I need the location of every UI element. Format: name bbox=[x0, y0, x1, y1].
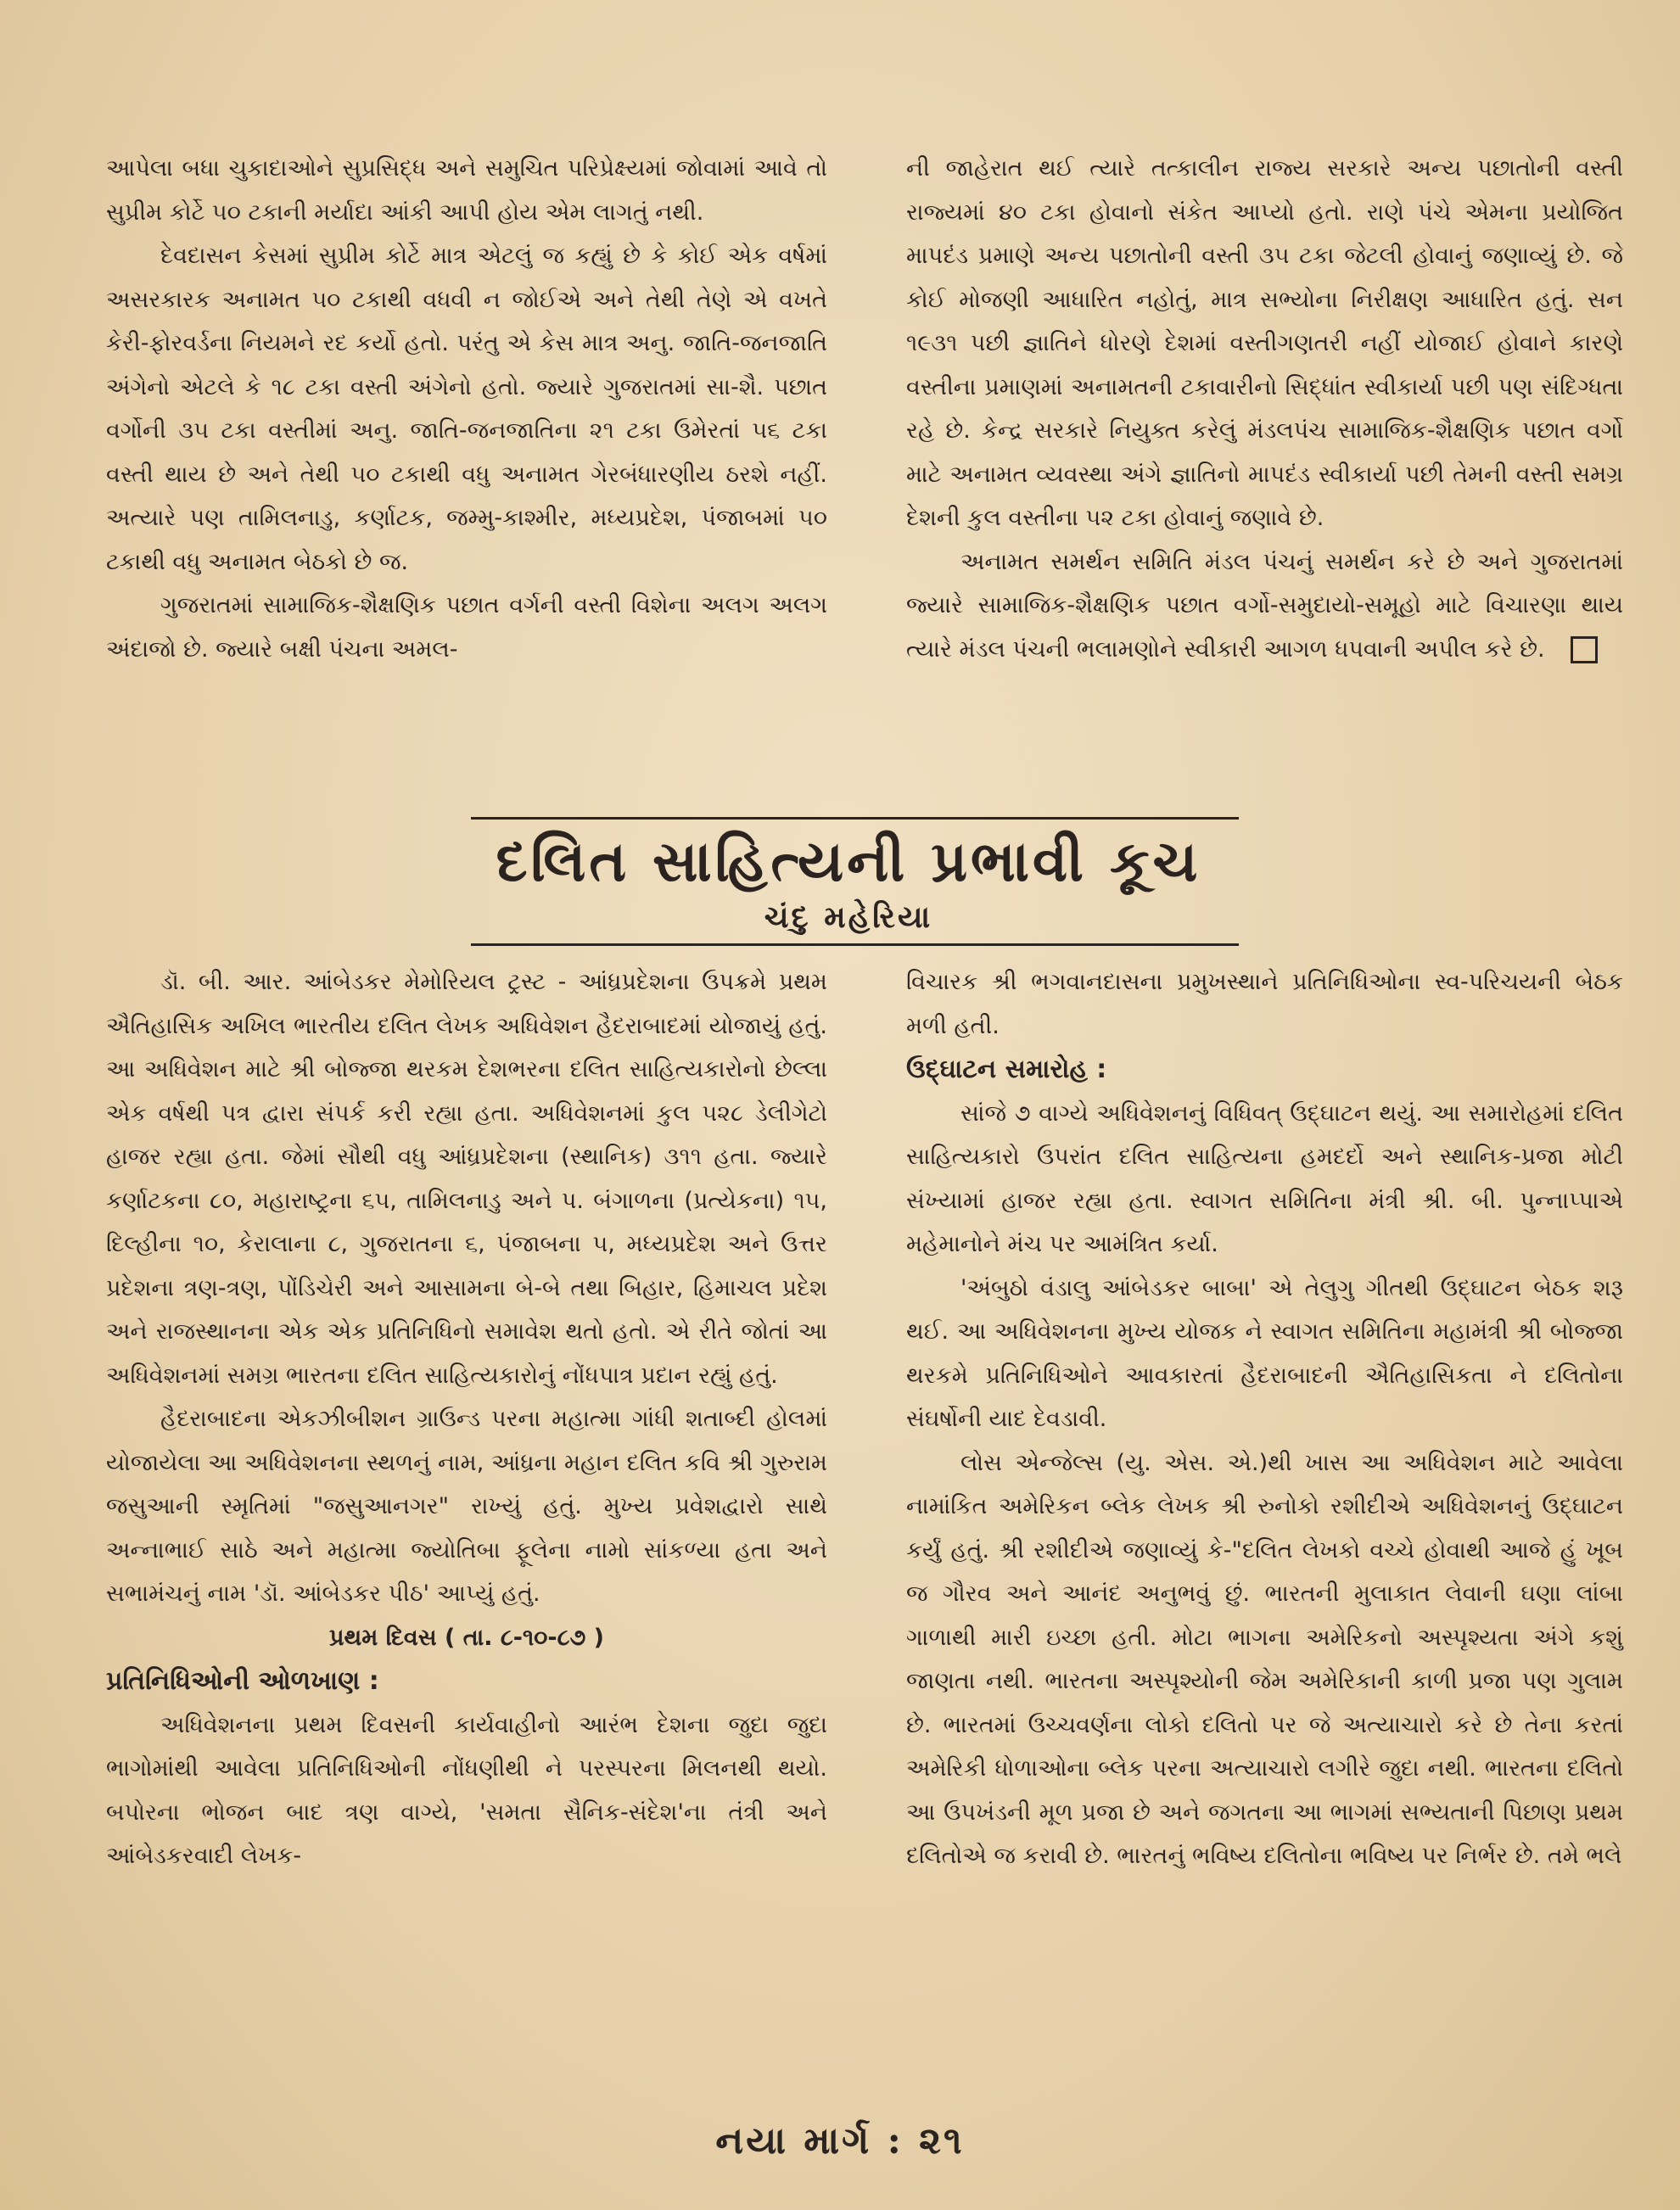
paragraph: લોસ એન્જેલ્સ (યુ. એસ. એ.)થી ખાસ આ અધિવેશન માટે આવેલા નામાંકિત અમેરિકન બ્લેક લેખક શ્રી રુનોકો રશીદીએ અધિવેશનનું ઉદ્ઘાટન કર્યું હતું. શ્રી રશીદીએ જણાવ્યું કે-"દલિત લેખકો વચ્ચે હોવાથી આજે હું ખૂબ જ ગૌરવ અને આનંદ અનુભવું છું. ભારતની મુલાકાત લેવાની ઘણા લાંબા ગાળાથી મારી ઇચ્છા હતી. મોટા ભાગના અમેરિકનો અસ્પૃશ્યતા અંગે કશું જાણતા નથી. ભારતના અસ્પૃશ્યોની જેમ અમેરિકાની કાળી પ્રજા પણ ગુલામ છે. ભારતમાં ઉચ્ચવર્ણના લોકો દલિતો પર જે અત્યાચારો કરે છે તેના કરતાં અમેરિકી ધોળાઓના બ્લેક પરના અત્યાચારો લગીરે જુદા નથી. ભારતના દલિતો આ ઉપખંડની મૂળ પ્રજા છે અને જગતના આ ભાગમાં સભ્યતાની પિછાણ પ્રથમ દલિતોએ જ કરાવી છે. ભારતનું ભવિષ્ય દલિતોના ભવિષ્ય પર નિર્ભર છે. તમે ભલે bbox=[906, 1449, 1623, 1869]
paragraph: દેવદાસન કેસમાં સુપ્રીમ કોર્ટે માત્ર એટલું જ કહ્યું છે કે કોઈ એક વર્ષમાં અસરકારક અનામત ૫૦ ટકાથી વધવી ન જોઈએ અને તેથી તેણે એ વખતે કેરી-ફોરવર્ડના નિયમને રદ કર્યો હતો. પરંતુ એ કેસ માત્ર અનુ. જાતિ-જનજાતિ અંગેનો એટલે કે ૧૮ ટકા વસ્તી અંગેનો હતો. જ્યારે ગુજરાતમાં સા-શૈ. પછાત વર્ગોની ૩૫ ટકા વસ્તીમાં અનુ. જાતિ-જનજાતિના ૨૧ ટકા ઉમેરતાં ૫૬ ટકા વસ્તી થાય છે અને તેથી ૫૦ ટકાથી વધુ અનામત ગેરબંધારણીય ઠરશે નહીં. અત્યારે પણ તામિલનાડુ, કર્ણાટક, જમ્મુ-કાશ્મીર, મધ્યપ્રદેશ, પંજાબમાં ૫૦ ટકાથી વધુ અનામત બેઠકો છે જ. bbox=[106, 243, 827, 575]
paragraph: ની જાહેરાત થઈ ત્યારે તત્કાલીન રાજ્ય સરકારે અન્ય પછાતોની વસ્તી રાજ્યમાં ૪૦ ટકા હોવાનો સંકેત આપ્યો હતો. રાણે પંચે એમના પ્રયોજિત માપદંડ પ્રમાણે અન્ય પછાતોની વસ્તી ૩૫ ટકા જેટલી હોવાનું જણાવ્યું છે. જે કોઈ મોજણી આધારિત નહોતું, માત્ર સભ્યોના નિરીક્ષણ આધારિત હતું. સન ૧૯૩૧ પછી જ્ઞાતિને ધોરણે દેશમાં વસ્તીગણતરી નહીં યોજાઈ હોવાને કારણે વસ્તીના પ્રમાણમાં અનામતની ટકાવારીનો સિદ્ધાંત સ્વીકાર્યા પછી પણ સંદિગ્ધતા રહે છે. કેન્દ્ર સરકારે નિયુક્ત કરેલું મંડલપંચ સામાજિક-શૈક્ષણિક પછાત વર્ગો માટે અનામત વ્યવસ્થા અંગે જ્ઞાતિનો માપદંડ સ્વીકાર્યા પછી તેમની વસ્તી સમગ્ર દેશની કુલ વસ્તીના ૫૨ ટકા હોવાનું જણાવે છે. bbox=[906, 155, 1623, 531]
paragraph: સાંજે ૭ વાગ્યે અધિવેશનનું વિધિવત્ ઉદ્ઘાટન થયું. આ સમારોહમાં દલિત સાહિત્યકારો ઉપરાંત દલિત સાહિત્યના હમદર્દો અને સ્થાનિક-પ્રજા મોટી સંખ્યામાં હાજર રહ્યા હતા. સ્વાગત સમિતિના મંત્રી શ્રી. બી. પુન્નાપ્પાએ મહેમાનોને મંચ પર આમંત્રિત કર્યા. bbox=[906, 1099, 1623, 1257]
top-left-column bbox=[106, 147, 827, 671]
paragraph: હૈદરાબાદના એકઝીબીશન ગ્રાઉન્ડ પરના મહાત્મા ગાંધી શતાબ્દી હોલમાં યોજાયેલા આ અધિવેશનના સ્થળનું નામ, આંધ્રના મહાન દલિત કવિ શ્રી ગુરુરામ જસુઆની સ્મૃતિમાં "જસુઆનગર" રાખ્યું હતું. મુખ્ય પ્રવેશદ્વારો સાથે અન્નાભાઈ સાઠે અને મહાત્મા જ્યોતિબા ફૂલેના નામો સાંકળ્યા હતા અને સભામંચનું નામ 'ડૉ. આંબેડકર પીઠ' આપ્યું હતું. bbox=[106, 1406, 827, 1607]
article-heading: દલિત સાહિત્યની પ્રભાવી કૂચ bbox=[496, 828, 1201, 894]
paragraph: આપેલા બધા ચુકાદાઓને સુપ્રસિદ્ધ અને સમુચિત પરિપ્રેક્ષ્યમાં જોવામાં આવે તો સુપ્રીમ કોર્ટે ૫૦ ટકાની મર્યાદા આંકી આપી હોય એમ લાગતું નથી. bbox=[106, 155, 827, 226]
bottom-left-column bbox=[106, 960, 827, 1878]
paragraph: 'અંબુઠો વંડાલુ આંબેડકર બાબા' એ તેલુગુ ગીતથી ઉદ્ઘાટન બેઠક શરૂ થઈ. આ અધિવેશનના મુખ્ય યોજક ને સ્વાગત સમિતિના મહામંત્રી શ્રી બોજ્જા થરકમે પ્રતિનિધિઓને આવકારતાં હૈદરાબાદની ઐતિહાસિકતા ને દલિતોના સંઘર્ષોની યાદ દેવડાવી. bbox=[906, 1274, 1623, 1432]
heading-top-rule bbox=[471, 817, 1239, 820]
end-of-article-square-icon bbox=[1571, 636, 1598, 663]
bottom-right-column bbox=[906, 960, 1623, 1878]
top-right-column bbox=[906, 147, 1623, 671]
section-subheading: ઉદ્ઘાટન સમારોહ : bbox=[906, 1055, 1107, 1084]
paragraph-with-end-mark bbox=[906, 540, 1623, 672]
heading-bottom-rule bbox=[471, 943, 1239, 946]
paragraph: વિચારક શ્રી ભગવાનદાસના પ્રમુખસ્થાને પ્રતિનિધિઓના સ્વ-પરિચયની બેઠક મળી હતી. bbox=[906, 969, 1623, 1039]
author-byline: ચંદુ મહેરિયા bbox=[764, 900, 933, 935]
paragraph: ડૉ. બી. આર. આંબેડકર મેમોરિયલ ટ્રસ્ટ - આંધ્રપ્રદેશના ઉપક્રમે પ્રથમ ઐતિહાસિક અખિલ ભારતીય દલિત લેખક અધિવેશન હૈદરાબાદમાં યોજાયું હતું. આ અધિવેશન માટે શ્રી બોજ્જા થરકમ દેશભરના દલિત સાહિત્યકારોનો છેલ્લા એક વર્ષથી પત્ર દ્વારા સંપર્ક કરી રહ્યા હતા. અધિવેશનમાં કુલ ૫૨૮ ડેલીગેટો હાજર રહ્યા હતા. જેમાં સૌથી વધુ આંધ્રપ્રદેશના (સ્થાનિક) ૩૧૧ હતા. જ્યારે કર્ણાટકના ૮૦, મહારાષ્ટ્રના ૬૫, તામિલનાડુ અને પ. બંગાળના (પ્રત્યેકના) ૧૫, દિલ્હીના ૧૦, કેરાલાના ૮, ગુજરાતના ૬, પંજાબના ૫, મધ્યપ્રદેશ અને ઉત્તર પ્રદેશના ત્રણ-ત્રણ, પોંડિચેરી અને આસામના બે-બે તથા બિહાર, હિમાચલ પ્રદેશ અને રાજસ્થાનના એક એક પ્રતિનિધિનો સમાવેશ થતો હતો. એ રીતે જોતાં આ અધિવેશનમાં સમગ્ર ભારતના દલિત સાહિત્યકારોનું નોંધપાત્ર પ્રદાન રહ્યું હતું. bbox=[106, 969, 827, 1389]
day-heading: પ્રથમ દિવસ ( તા. ૮-૧૦-૮૭ ) bbox=[329, 1624, 604, 1651]
section-subheading: પ્રતિનિધિઓની ઓળખાણ : bbox=[106, 1666, 379, 1696]
page-footer: નયા માર્ગ : ૨૧ bbox=[715, 2119, 965, 2162]
paragraph: અધિવેશનના પ્રથમ દિવસની કાર્યવાહીનો આરંભ દેશના જુદા જુદા ભાગોમાંથી આવેલા પ્રતિનિધિઓની નોંધણીથી ને પરસ્પરના મિલનથી થયો. બપોરના ભોજન બાદ ત્રણ વાગ્યે, 'સમતા સૈનિક-સંદેશ'ના તંત્રી અને આંબેડકરવાદી લેખક- bbox=[106, 1711, 827, 1869]
paragraph: ગુજરાતમાં સામાજિક-શૈક્ષણિક પછાત વર્ગની વસ્તી વિશેના અલગ અલગ અંદાજો છે. જ્યારે બક્ષી પંચના અમલ- bbox=[106, 592, 827, 663]
paragraph: અનામત સમર્થન સમિતિ મંડલ પંચનું સમર્થન કરે છે અને ગુજરાતમાં જ્યારે સામાજિક-શૈક્ષણિક પછાત વર્ગો-સમુદાયો-સમૂહો માટે વિચારણા થાય ત્યારે મંડલ પંચની ભલામણોને સ્વીકારી આગળ ધપવાની અપીલ કરે છે. bbox=[906, 548, 1623, 663]
